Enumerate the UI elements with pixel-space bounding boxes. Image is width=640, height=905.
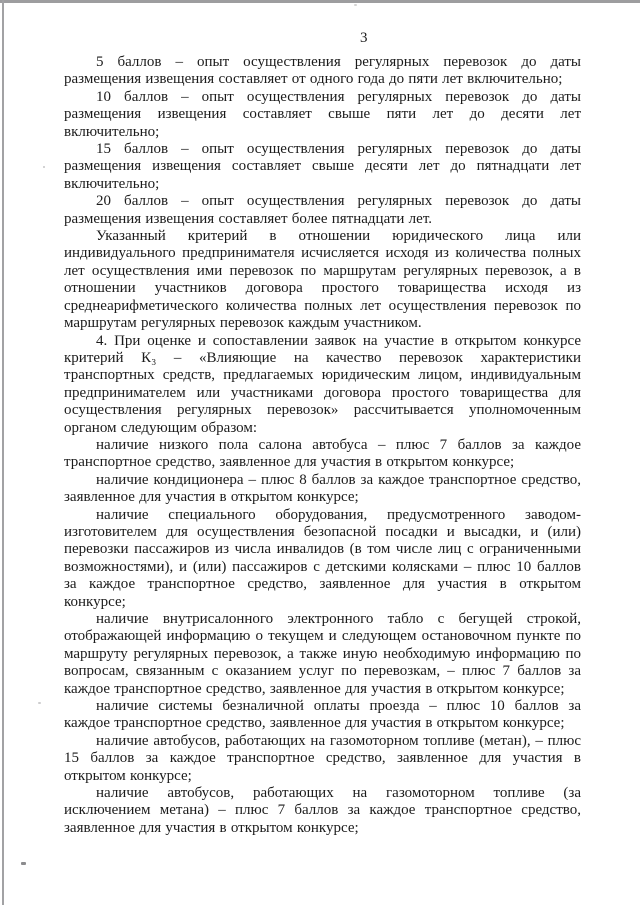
paragraph-methane-buses: наличие автобусов, работающих на газомоторном топливе (метан), – плюс 15 баллов за каждое транспортное средство, заявленное для участия в открытом конкурсе;: [64, 732, 581, 784]
scan-speck: [38, 702, 41, 704]
paragraph-criterion-calculation: Указанный критерий в отношении юридического лица или индивидуального предпринимателя исчисляется исходя из количества полных лет осуществления ими перевозок по маршрутам регулярных перевозок, а в отношении участников договора простого товарищества исходя из среднеарифметического количества полных лет осуществления перевозок по маршрутам регулярных перевозок каждым участником.: [64, 228, 581, 332]
paragraph-score-10: 10 баллов – опыт осуществления регулярных перевозок до даты размещения извещения составляет свыше пяти лет до десяти лет включительно;: [64, 88, 581, 140]
document-text-block: [64, 54, 581, 837]
paragraph-item-4-k3-criterion: 4. При оценке и сопоставлении заявок на участие в открытом конкурсе критерий К₃ – «Влияющие на качество перевозок характеристики транспортных средств, предлагаемых юридическим лицом, индивидуальным предпринимателем или участниками договора простого товарищества для осуществления регулярных перевозок» рассчитывается уполномоченным органом следующим образом:: [64, 332, 581, 436]
paragraph-score-20: 20 баллов – опыт осуществления регулярных перевозок до даты размещения извещения составляет более пятнадцати лет.: [64, 193, 581, 227]
paragraph-air-conditioner: наличие кондиционера – плюс 8 баллов за каждое транспортное средство, заявленное для участия в открытом конкурсе;: [64, 471, 581, 506]
scan-speck: [21, 862, 26, 865]
paragraph-cashless-payment: наличие системы безналичной оплаты проезда – плюс 10 баллов за каждое транспортное средство, заявленное для участия в открытом конкурсе;: [64, 698, 581, 732]
scan-edge-top-line: [0, 0, 640, 3]
paragraph-score-15: 15 баллов – опыт осуществления регулярных перевозок до даты размещения извещения составляет свыше десяти лет до пятнадцати лет включительно;: [64, 141, 581, 192]
paragraph-electronic-display: наличие внутрисалонного электронного табло с бегущей строкой, отображающей информацию о текущем и следующем остановочном пункте по маршруту регулярных перевозок, а также иную необходимую информацию по вопросам, связанным с оказанием услуг по перевозкам, – плюс 7 баллов за каждое транспортное средство, заявленное для участия в открытом конкурсе;: [64, 611, 581, 697]
paragraph-special-equipment: наличие специального оборудования, предусмотренного заводом-изготовителем для осуществления безопасной посадки и высадки, и (или) перевозки пассажиров из числа инвалидов (в том числе лиц с ограниченными возможностями), и (или) пассажиров с детскими колясками – плюс 10 баллов за каждое транспортное средство, заявленное для участия в открытом конкурсе;: [64, 506, 581, 610]
paragraph-low-floor: наличие низкого пола салона автобуса – плюс 7 баллов за каждое транспортное средство, заявленное для участия в открытом конкурсе;: [64, 436, 581, 471]
scan-speck: [43, 166, 45, 168]
paragraph-score-5: 5 баллов – опыт осуществления регулярных перевозок до даты размещения извещения составляет от одного года до пяти лет включительно;: [64, 54, 581, 88]
paragraph-non-methane-gas-buses: наличие автобусов, работающих на газомоторном топливе (за исключением метана) – плюс 7 баллов за каждое транспортное средство, заявленное для участия в открытом конкурсе;: [64, 785, 581, 836]
page-number: 3: [360, 30, 368, 46]
scan-edge-left-line: [2, 0, 4, 905]
scan-speck: [354, 4, 357, 6]
